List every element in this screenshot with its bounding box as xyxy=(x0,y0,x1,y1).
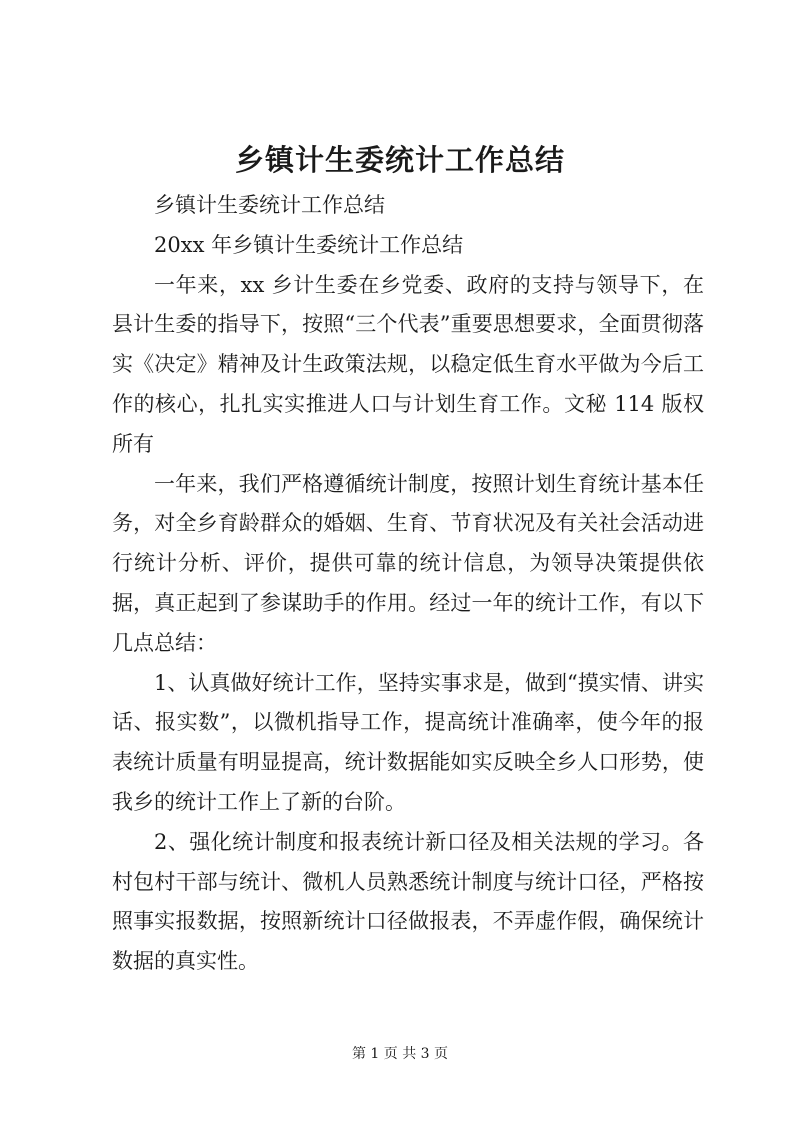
paragraph-intro: 一年来，xx 乡计生委在乡党委、政府的支持与领导下，在县计生委的指导下，按照“三个代表”重要思想要求，全面贯彻落实《决定》精神及计生政策法规，以稳定低生育水平做为今后工作的核心，扎扎实实推进人口与计划生育工作。文秘 114 版权所有 xyxy=(112,272,704,456)
paragraph-point-1: 1、认真做好统计工作，坚持实事求是，做到“摸实情、讲实话、报实数”，以微机指导工作，提高统计准确率，使今年的报表统计质量有明显提高，统计数据能如实反映全乡人口形势，使我乡的统计工作上了新的台阶。 xyxy=(112,670,704,814)
document-body xyxy=(112,186,704,982)
paragraph-year-title: 20xx 年乡镇计生委统计工作总结 xyxy=(154,232,464,257)
paragraph-subtitle: 乡镇计生委统计工作总结 xyxy=(154,193,385,217)
page-footer: 第 1 页 共 3 页 xyxy=(351,1046,449,1062)
document-title: 乡镇计生委统计工作总结 xyxy=(234,143,565,177)
paragraph-point-2: 2、强化统计制度和报表统计新口径及相关法规的学习。各村包村干部与统计、微机人员熟悉统计制度与统计口径，严格按照事实报数据，按照新统计口径做报表，不弄虚作假，确保统计数据的真实性。 xyxy=(112,829,704,974)
paragraph-summary-intro: 一年来，我们严格遵循统计制度，按照计划生育统计基本任务，对全乡育龄群众的婚姻、生育、节育状况及有关社会活动进行统计分析、评价，提供可靠的统计信息，为领导决策提供依据，真正起到了参谋助手的作用。经过一年的统计工作，有以下几点总结： xyxy=(112,471,704,655)
